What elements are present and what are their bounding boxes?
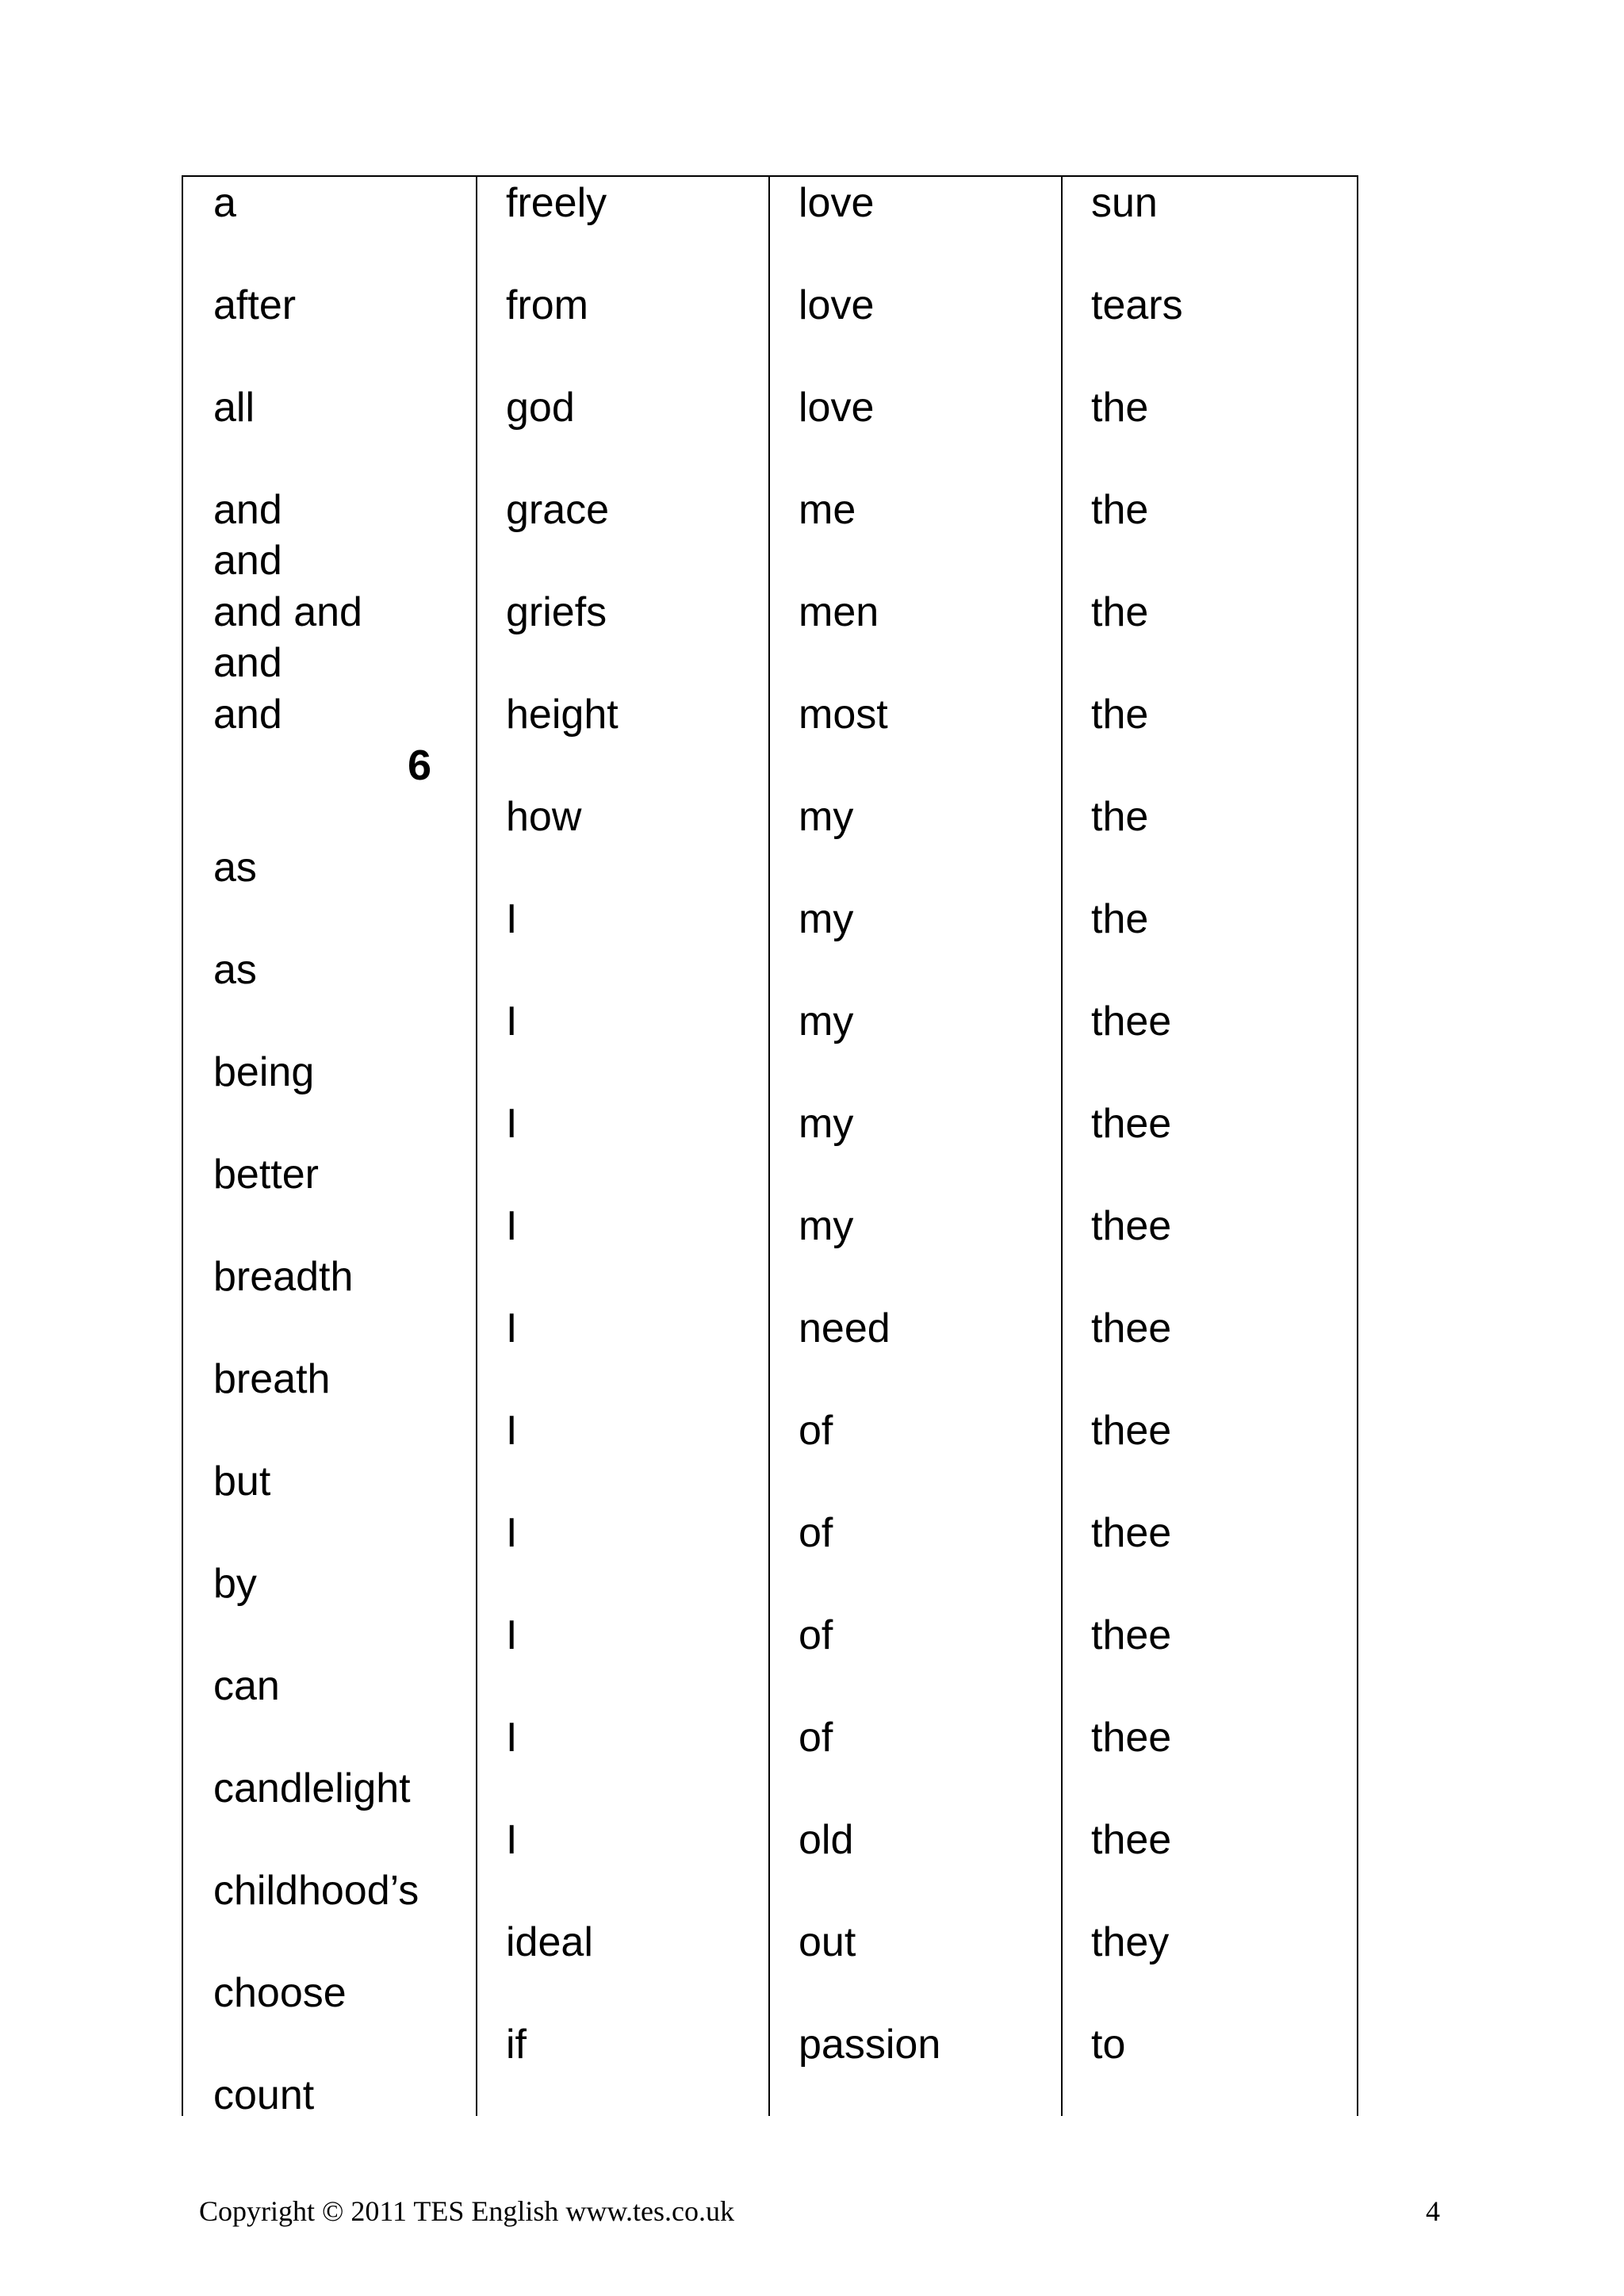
- word-cell: by: [213, 1561, 257, 1607]
- word-cell: can: [213, 1663, 280, 1709]
- word-cell: breadth: [213, 1254, 354, 1300]
- word-cell: griefs: [506, 589, 607, 635]
- word-cell: out: [799, 1919, 856, 1965]
- word-cell: the: [1091, 896, 1149, 942]
- word-cell: to: [1091, 2022, 1126, 2068]
- word-cell: choose: [213, 1970, 347, 2016]
- word-cell: and: [213, 640, 282, 686]
- column-divider: [768, 177, 770, 2116]
- word-cell: the: [1091, 589, 1149, 635]
- word-cell: thee: [1091, 1408, 1172, 1454]
- word-cell: of: [799, 1408, 833, 1454]
- word-cell: my: [799, 896, 854, 942]
- word-cell: thee: [1091, 1101, 1172, 1147]
- word-cell: passion: [799, 2022, 941, 2068]
- word-cell: most: [799, 692, 888, 738]
- word-cell: men: [799, 589, 879, 635]
- page-number: 4: [1426, 2195, 1440, 2227]
- word-cell: tears: [1091, 282, 1183, 328]
- word-cell: sun: [1091, 180, 1158, 226]
- copyright-text: Copyright © 2011 TES English www.tes.co.uk: [199, 2195, 734, 2227]
- word-cell: my: [799, 1101, 854, 1147]
- word-cell: they: [1091, 1919, 1170, 1965]
- column-divider: [476, 177, 477, 2116]
- word-cell: me: [799, 487, 856, 533]
- word-cell: love: [799, 282, 875, 328]
- note-number: 6: [408, 742, 432, 789]
- word-cell: I: [506, 1203, 518, 1249]
- word-cell: thee: [1091, 1612, 1172, 1658]
- word-cell: and: [213, 538, 282, 584]
- word-cell: breath: [213, 1356, 331, 1402]
- word-cell: and: [213, 487, 282, 533]
- word-cell: god: [506, 385, 575, 431]
- word-cell: my: [799, 1203, 854, 1249]
- column-divider: [1061, 177, 1063, 2116]
- word-cell: freely: [506, 180, 607, 226]
- word-cell: the: [1091, 794, 1149, 840]
- word-cell: as: [213, 845, 257, 891]
- word-cell: I: [506, 1612, 518, 1658]
- word-cell: the: [1091, 692, 1149, 738]
- word-cell: my: [799, 794, 854, 840]
- word-cell: old: [799, 1817, 854, 1863]
- word-cell: I: [506, 1305, 518, 1351]
- word-cell: how: [506, 794, 582, 840]
- word-cell: thee: [1091, 1203, 1172, 1249]
- word-cell: as: [213, 947, 257, 993]
- word-cell: grace: [506, 487, 610, 533]
- word-cell: I: [506, 1408, 518, 1454]
- word-cell: a: [213, 180, 236, 226]
- word-cell: thee: [1091, 1305, 1172, 1351]
- word-cell: being: [213, 1049, 315, 1095]
- word-cell: my: [799, 999, 854, 1045]
- word-table: [182, 175, 1358, 2116]
- word-cell: and and: [213, 589, 362, 635]
- word-cell: but: [213, 1458, 271, 1504]
- word-cell: thee: [1091, 1715, 1172, 1761]
- word-cell: I: [506, 999, 518, 1045]
- word-cell: I: [506, 1510, 518, 1556]
- word-cell: thee: [1091, 1817, 1172, 1863]
- word-cell: height: [506, 692, 619, 738]
- word-cell: the: [1091, 487, 1149, 533]
- word-cell: ideal: [506, 1919, 593, 1965]
- word-cell: better: [213, 1152, 319, 1198]
- word-cell: love: [799, 385, 875, 431]
- word-cell: candlelight: [213, 1765, 411, 1811]
- word-cell: after: [213, 282, 297, 328]
- word-cell: love: [799, 180, 875, 226]
- word-cell: and: [213, 692, 282, 738]
- word-cell: count: [213, 2072, 315, 2118]
- word-cell: need: [799, 1305, 891, 1351]
- word-cell: I: [506, 1817, 518, 1863]
- word-cell: from: [506, 282, 588, 328]
- word-cell: I: [506, 896, 518, 942]
- word-cell: of: [799, 1715, 833, 1761]
- word-cell: of: [799, 1510, 833, 1556]
- word-cell: I: [506, 1101, 518, 1147]
- word-cell: thee: [1091, 999, 1172, 1045]
- word-cell: I: [506, 1715, 518, 1761]
- word-cell: the: [1091, 385, 1149, 431]
- word-cell: childhood’s: [213, 1868, 419, 1914]
- word-cell: thee: [1091, 1510, 1172, 1556]
- word-cell: of: [799, 1612, 833, 1658]
- word-cell: if: [506, 2022, 527, 2068]
- word-cell: all: [213, 385, 255, 431]
